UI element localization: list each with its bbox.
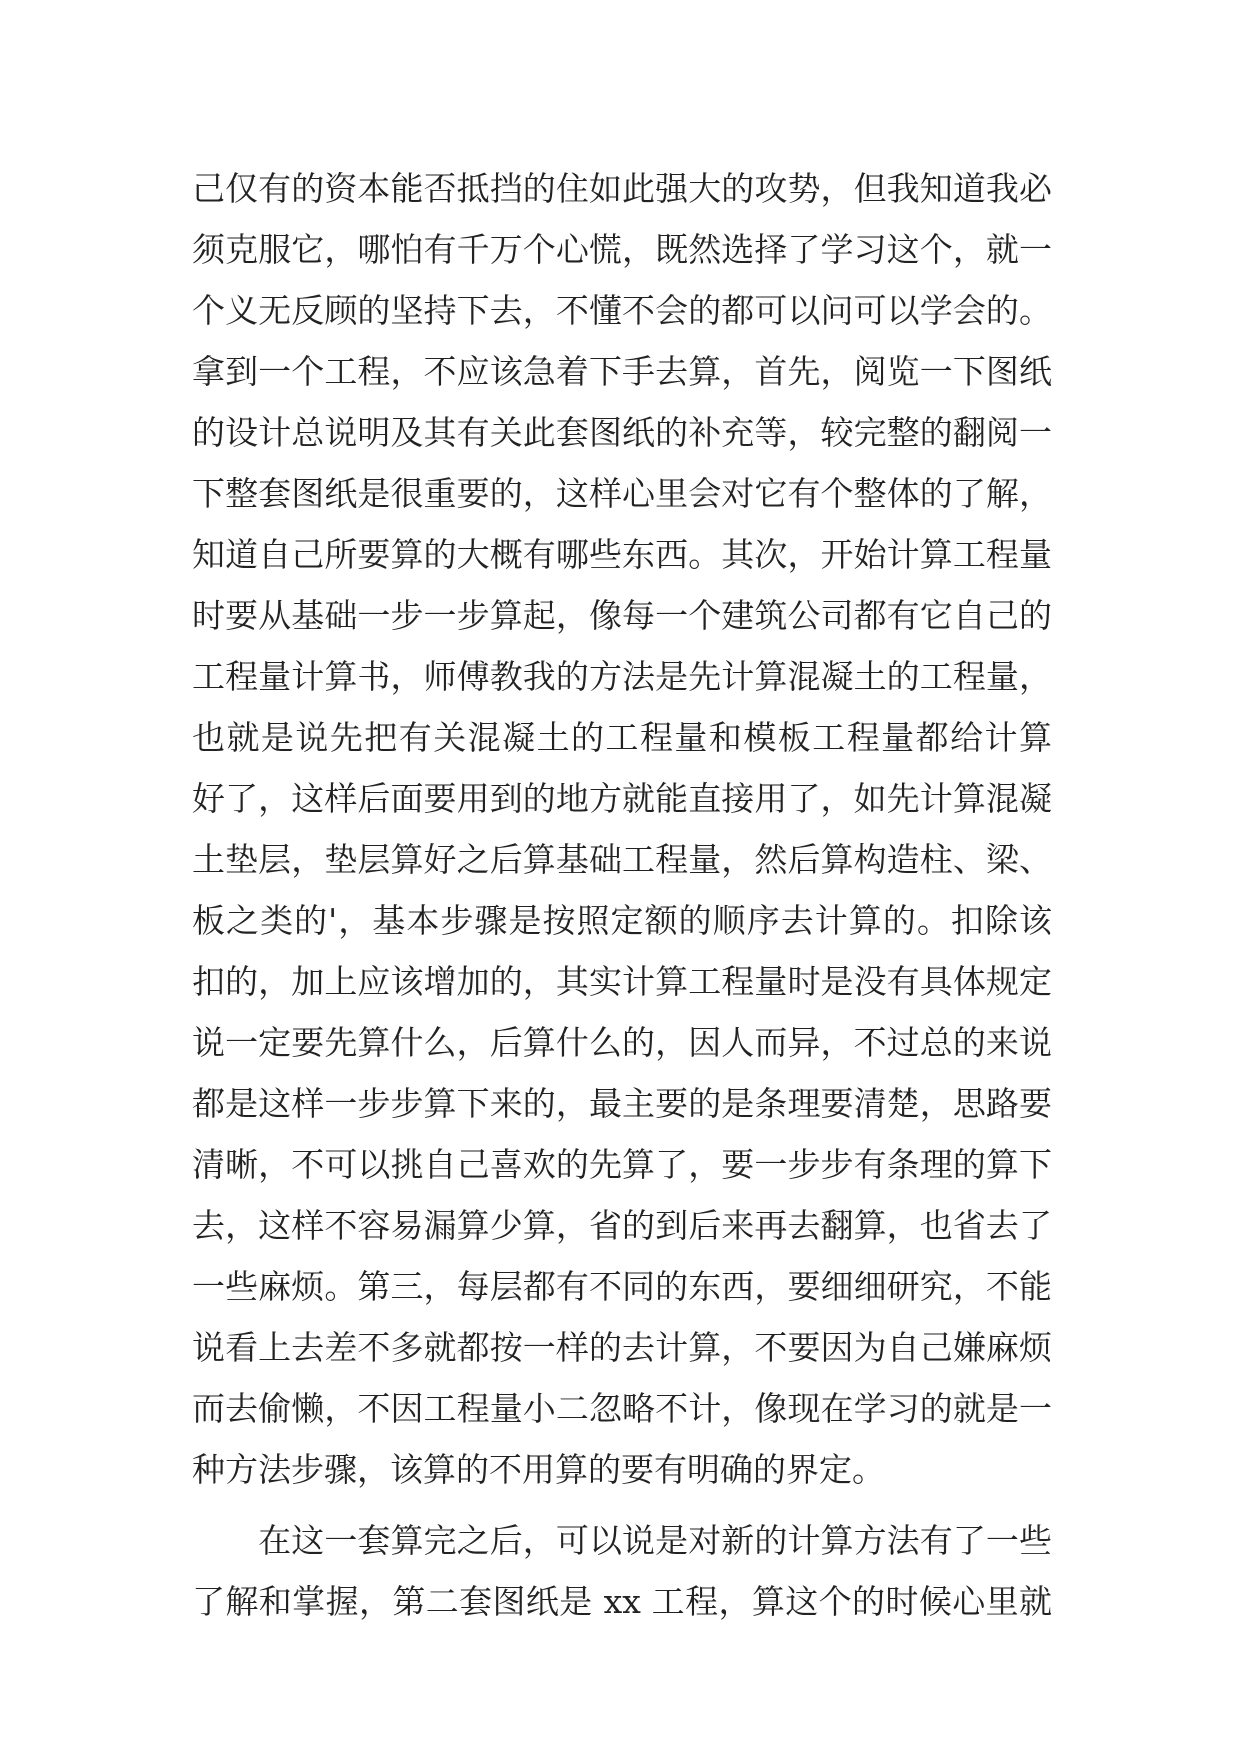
text-line: 一些麻烦。第三，每层都有不同的东西，要细细研究，不能 <box>192 1267 1052 1306</box>
text-line: 去，这样不容易漏算少算，省的到后来再去翻算，也省去了 <box>192 1206 1052 1245</box>
paragraph-1 <box>192 158 1052 1500</box>
text-line: 种方法步骤，该算的不用算的要有明确的界定。 <box>192 1450 885 1489</box>
text-line: 在这一套算完之后，可以说是对新的计算方法有了一些 <box>192 1521 1052 1560</box>
text-line: 的设计总说明及其有关此套图纸的补充等，较完整的翻阅一 <box>192 413 1052 452</box>
text-line: 也就是说先把有关混凝土的工程量和模板工程量都给计算 <box>192 718 1052 757</box>
body-text <box>192 158 1052 1632</box>
text-line: 知道自己所要算的大概有哪些东西。其次，开始计算工程量 <box>192 535 1052 574</box>
text-line: 扣的，加上应该增加的，其实计算工程量时是没有具体规定 <box>192 962 1052 1001</box>
paragraph-gap <box>192 1500 1052 1510</box>
text-line: 拿到一个工程，不应该急着下手去算，首先，阅览一下图纸 <box>192 352 1052 391</box>
text-line: 说一定要先算什么，后算什么的，因人而异，不过总的来说 <box>192 1023 1052 1062</box>
text-line: 都是这样一步步算下来的，最主要的是条理要清楚，思路要 <box>192 1084 1052 1123</box>
paragraph-2 <box>192 1510 1052 1632</box>
text-line: 好了，这样后面要用到的地方就能直接用了，如先计算混凝 <box>192 779 1052 818</box>
text-line: 下整套图纸是很重要的，这样心里会对它有个整体的了解， <box>192 474 1052 513</box>
text-line: 工程量计算书，师傅教我的方法是先计算混凝土的工程量， <box>192 657 1052 696</box>
text-line: 己仅有的资本能否抵挡的住如此强大的攻势，但我知道我必 <box>192 169 1052 208</box>
text-line: 土垫层，垫层算好之后算基础工程量，然后算构造柱、梁、 <box>192 840 1052 879</box>
text-line: 板之类的'，基本步骤是按照定额的顺序去计算的。扣除该 <box>192 901 1052 940</box>
text-line: 时要从基础一步一步算起，像每一个建筑公司都有它自己的 <box>192 596 1052 635</box>
text-line: 说看上去差不多就都按一样的去计算，不要因为自己嫌麻烦 <box>192 1328 1052 1367</box>
text-line: 了解和掌握，第二套图纸是 xx 工程，算这个的时候心里就 <box>192 1582 1052 1621</box>
text-line: 而去偷懒，不因工程量小二忽略不计，像现在学习的就是一 <box>192 1389 1052 1428</box>
text-line: 清晰，不可以挑自己喜欢的先算了，要一步步有条理的算下 <box>192 1145 1052 1184</box>
text-line: 个义无反顾的坚持下去，不懂不会的都可以问可以学会的。 <box>192 291 1052 330</box>
text-line: 须克服它，哪怕有千万个心慌，既然选择了学习这个，就一 <box>192 230 1052 269</box>
